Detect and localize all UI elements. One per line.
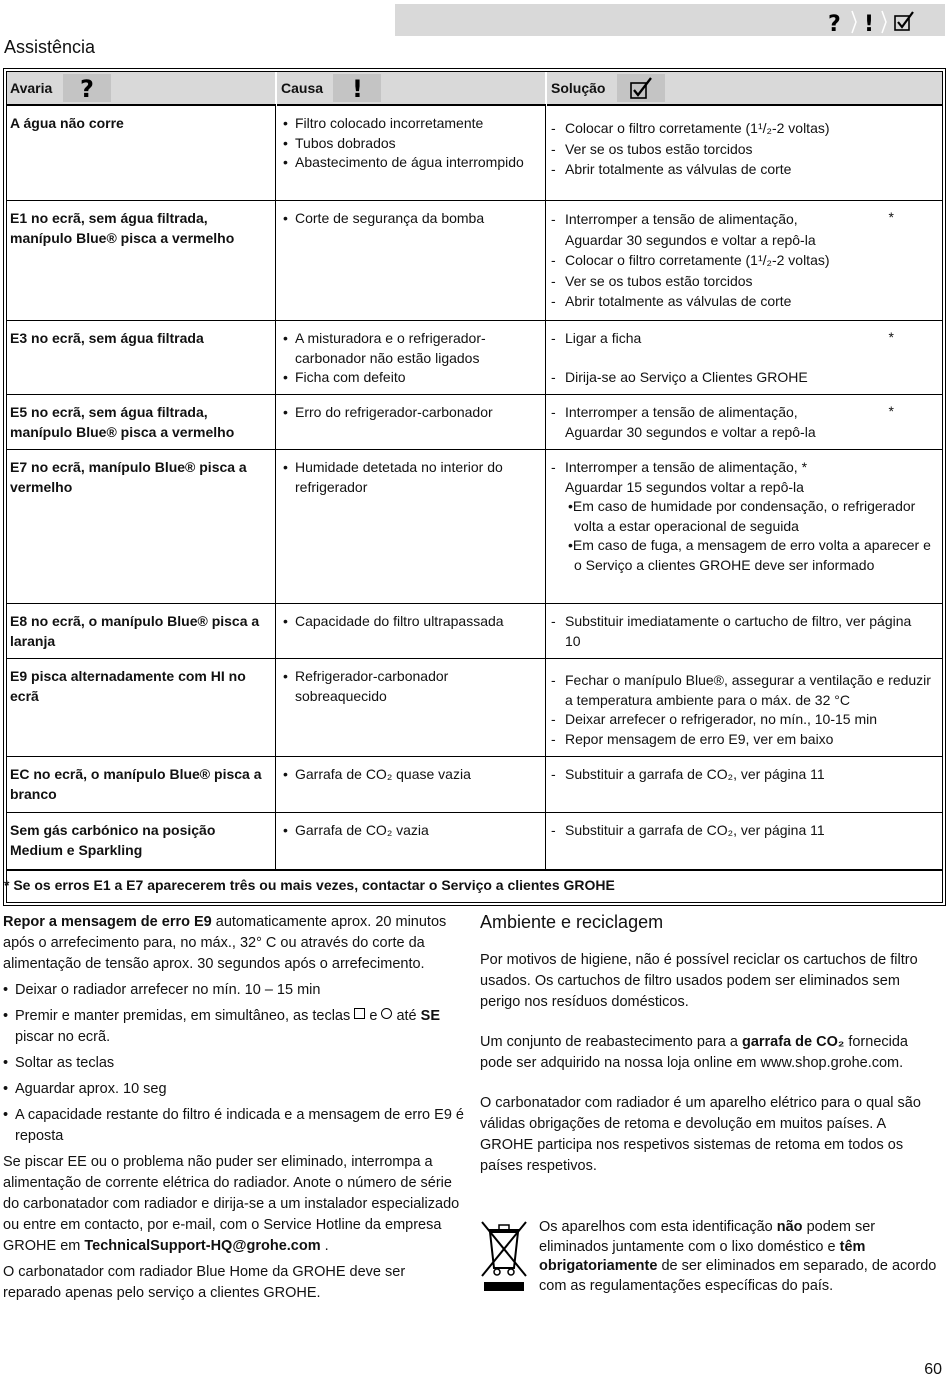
exclamation-icon [863,10,875,34]
intro-paragraph [3,912,465,975]
exclamation-icon [333,74,381,102]
table-footnote: * Se os erros E1 a E7 aparecerem três ou mais vezes, contactar o Serviço a clientes GROHE [4,877,615,893]
step-item [3,1006,465,1048]
svg-text:!: ! [864,12,875,34]
solucao-item: - Substituir imediatamente o cartucho de filtro, ver página 10 [549,612,915,651]
recycling-paragraph: O carbonatador com radiador é um aparelho elétrico para o qual são válidas obrigações de retoma e devolução em muitos países. A GROHE participa nos respetivos sistemas de retoma em todos os países respetivos. [480,1095,921,1174]
refill-text: fornecida pode ser adquirido na nossa loja online em www.shop.grohe.com. [480,1034,908,1071]
avaria-cell: E7 no ecrã, manípulo Blue® pisca a vermelho [10,459,247,495]
weee-bold: têm obrigatoriamente [539,1238,866,1274]
step-item: • Deixar o radiador arrefecer no mín. 10 – 15 min [3,980,465,1001]
table-row [7,200,942,321]
step-item: • A capacidade restante do filtro é indicada e a mensagem de erro E9 é reposta [3,1105,465,1147]
avaria-cell: Sem gás carbónico na posição Medium e Sparkling [10,822,216,858]
causa-cell [281,209,541,229]
page-title: Assistência [4,37,96,57]
support-paragraph [3,1152,465,1257]
se-code: SE [420,1008,440,1024]
svg-text:!: ! [352,75,363,101]
refill-text: Um conjunto de reabastecimento para a [480,1034,742,1050]
causa-cell [281,114,541,173]
support-text: . [320,1238,329,1254]
checkbox-icon [617,74,665,102]
reset-instructions [3,912,465,1309]
weee-crossed-bin-icon [480,1218,528,1292]
separator-icon [881,9,887,35]
weee-text: de ser eliminados em separado, de acordo com as regulamentações específicas do país. [539,1258,937,1294]
causa-cell [281,821,541,841]
intro-bold: Repor a mensagem de erro E9 [3,914,212,930]
solucao-item: - Ver se os tubos estão torcidos [549,139,939,160]
causa-item: • Garrafa de CO₂ quase vazia [281,765,541,785]
troubleshooting-table [3,68,946,906]
environment-section [480,912,940,1196]
footnote-divider [7,869,942,871]
solucao-cell [549,671,939,749]
causa-item: • Humidade detetada no interior do refrigerador [281,458,541,497]
causa-item: • Ficha com defeito [281,368,541,388]
footnote-marker: * [888,329,894,345]
svg-text:?: ? [80,75,94,101]
causa-cell [281,612,541,632]
header-causa-label: Causa [281,80,324,96]
step-text: piscar no ecrã. [15,1029,111,1045]
causa-item: • Refrigerador-carbonador sobreaquecido [281,667,541,706]
table-row [7,603,942,659]
hygiene-paragraph: Por motivos de higiene, não é possível reciclar os cartuchos de filtro usados. Os cartuchos de filtro usados podem ser eliminados sem perigo nos resíduos domésticos. [480,952,918,1010]
solucao-item: - Substituir a garrafa de CO₂, ver página 11 [549,765,939,785]
support-email: TechnicalSupport-HQ@grohe.com [84,1238,321,1254]
solucao-item: - Ligar a ficha [549,329,939,349]
table-row [7,658,942,757]
causa-cell [281,403,541,423]
causa-item: • Garrafa de CO₂ vazia [281,821,541,841]
header-avaria-label: Avaria [10,80,53,96]
solucao-cell [549,209,939,312]
solucao-item: - Colocar o filtro corretamente (1¹/₂-2 voltas) [549,250,939,271]
solucao-item: - Interromper a tensão de alimentação, Aguardar 30 segundos e voltar a repô-la [549,209,835,250]
square-key-icon [354,1008,365,1019]
weee-paragraph [539,1218,939,1296]
solucao-item: - Substituir a garrafa de CO₂, ver página 11 [549,821,939,841]
avaria-cell: E1 no ecrã, sem água filtrada, manípulo Blue® pisca a vermelho [10,210,235,246]
causa-cell [281,329,541,388]
table-row [7,320,942,395]
solucao-item: - Fechar o manípulo Blue®, assegurar a ventilação e reduzir a temperatura ambiente para o máx. de 32 °C [549,671,939,710]
header-solucao [547,72,942,106]
causa-cell [281,667,541,706]
refill-bold: garrafa de CO₂ [741,1034,845,1050]
table-row [7,106,942,200]
svg-text:?: ? [828,12,841,34]
header-solucao-label: Solução [551,80,606,96]
step-text: e [369,1008,378,1024]
solucao-item: - Interromper a tensão de alimentação, Aguardar 30 segundos e voltar a repô-la [549,403,835,442]
solucao-subitem: •Em caso de humidade por condensação, o refrigerador volta a estar operacional de seguida [568,498,916,534]
weee-text: Os aparelhos com esta identificação [539,1219,777,1235]
solucao-cell [549,118,939,180]
causa-item: • A misturadora e o refrigerador-carbonador não estão ligados [281,329,541,368]
step-item: • Aguardar aprox. 10 seg [3,1079,465,1100]
circle-key-icon [381,1008,392,1019]
question-icon [825,10,845,34]
causa-item: • Filtro colocado incorretamente [281,114,541,134]
avaria-cell: E9 pisca alternadamente com HI no ecrã [10,668,246,704]
refill-paragraph [480,1032,940,1074]
solucao-cell [549,765,939,785]
separator-icon [851,9,857,35]
causa-cell [281,458,541,497]
solucao-item: - Dirija-se ao Serviço a Clientes GROHE [549,368,939,388]
step-text: até [396,1008,417,1024]
solucao-cell [549,458,939,575]
table-row [7,812,942,870]
page-number: 60 [924,1361,942,1378]
avaria-cell: E5 no ecrã, sem água filtrada, manípulo Blue® pisca a vermelho [10,404,235,440]
solucao-item: - Interromper a tensão de alimentação, * Aguardar 15 segundos voltar a repô-la [549,458,835,497]
avaria-cell: E8 no ecrã, o manípulo Blue® pisca a laranja [10,613,260,649]
avaria-cell: E3 no ecrã, sem água filtrada [10,330,204,346]
causa-item: • Capacidade do filtro ultrapassada [281,612,541,632]
weee-bold: não [776,1219,803,1235]
causa-item: • Corte de segurança da bomba [281,209,541,229]
footnote-marker: * [888,209,894,225]
solucao-item: - Repor mensagem de erro E9, ver em baixo [549,730,939,750]
step-item: • Soltar as teclas [3,1053,465,1074]
table-row [7,756,942,813]
section-title: Ambiente e reciclagem [480,912,664,932]
solucao-cell [549,612,939,651]
avaria-cell: EC no ecrã, o manípulo Blue® pisca a branco [10,766,262,802]
causa-item: • Abastecimento de água interrompido [281,153,541,173]
solucao-item: - Ver se os tubos estão torcidos [549,271,939,292]
footnote-marker: * [888,403,894,419]
weee-text: podem ser eliminados juntamente com o lixo doméstico e [539,1219,876,1255]
solucao-item: - Abrir totalmente as válvulas de corte [549,291,939,312]
table-row [7,449,942,604]
header-avaria [7,72,275,106]
support-text: Se piscar EE ou o problema não puder ser eliminado, interrompa a alimentação de corrente elétrica do radiador. Anote o número de série do carbonatador com radiador e dirija-se a um instalador especializado ou entre em contacto, por e-mail, com o Service Hotline da empresa GROHE em [3,1154,460,1254]
intro-text: automaticamente aprox. 20 minutos após o arrefecimento para, no máx., 32° C ou através do corte da alimentação de tensão aprox. 30 segundos após o arrefecimento. [3,914,447,972]
causa-cell [281,765,541,785]
causa-item: • Tubos dobrados [281,134,541,154]
solucao-cell [549,821,939,841]
step-text: Premir e manter premidas, em simultâneo, as teclas [15,1008,351,1024]
header-causa [277,72,545,106]
solucao-item: - Colocar o filtro corretamente (1¹/₂-2 voltas) [549,118,939,139]
causa-item: • Erro do refrigerador-carbonador [281,403,541,423]
solucao-item: - Abrir totalmente as válvulas de corte [549,159,939,180]
top-banner [395,4,945,36]
solucao-cell [549,403,939,442]
checkbox-icon [893,10,915,34]
trouble-icons [825,9,915,35]
solucao-item: - Deixar arrefecer o refrigerador, no mín., 10-15 min [549,710,939,730]
solucao-cell [549,329,939,387]
avaria-cell: A água não corre [10,115,124,131]
question-icon [63,74,111,102]
solucao-subitem: •Em caso de fuga, a mensagem de erro volta a aparecer e o Serviço a clientes GROHE deve ser informado [568,537,931,573]
table-row [7,394,942,450]
repair-paragraph: O carbonatador com radiador Blue Home da GROHE deve ser reparado apenas pelo serviço a clientes GROHE. [3,1264,406,1301]
